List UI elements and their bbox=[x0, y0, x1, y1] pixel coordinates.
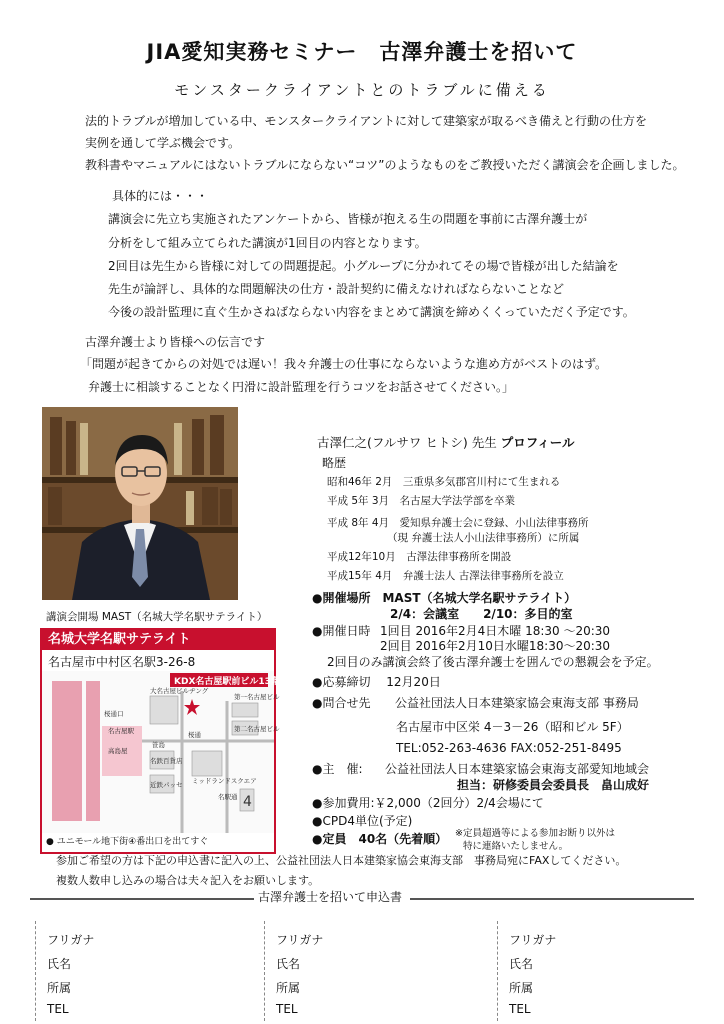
map-label: 第一名古屋ビル bbox=[234, 693, 280, 701]
message-line: 古澤弁護士より皆様への伝言です bbox=[85, 335, 266, 349]
intro-line: 実例を通して学ぶ機会です。 bbox=[85, 136, 241, 150]
cpd: ●CPD4単位(予定) bbox=[312, 814, 413, 828]
apply-note: 参加ご希望の方は下記の申込書に記入の上、公益社団法人日本建築家協会東海支部 事務局宛にFAXしてください。 bbox=[56, 854, 627, 867]
lawyer-portrait-photo bbox=[42, 407, 238, 600]
form-field-affiliation[interactable]: 所属 bbox=[276, 981, 301, 995]
map-building-label: KDX名古屋駅前ビル13階 bbox=[174, 677, 280, 687]
venue-label: ●開催場所 MAST（名城大学名駅サテライト） bbox=[312, 591, 577, 605]
rail-lines bbox=[52, 681, 100, 821]
page-subtitle: モンスタークライアントとのトラブルに備える bbox=[174, 81, 550, 99]
profile-item: 平成 5年 3月 名古屋大学法学部を卒業 bbox=[327, 495, 516, 507]
detail-line: 分析をして組み立てられた講演が1回目の内容となります。 bbox=[108, 236, 427, 250]
contact-org: 公益社団法人日本建築家協会東海支部 事務局 bbox=[395, 696, 639, 710]
contact-label: ●問合せ先 bbox=[312, 696, 371, 710]
form-divider-left bbox=[30, 898, 254, 900]
map-label: 高島屋 bbox=[108, 747, 128, 755]
form-field-furigana[interactable]: フリガナ bbox=[509, 933, 557, 947]
profile-item: 平成12年10月 古澤法律事務所を開設 bbox=[327, 551, 512, 563]
capacity-note: ※定員超過等による参加お断り以外は bbox=[455, 828, 615, 839]
form-field-affiliation[interactable]: 所属 bbox=[47, 981, 72, 995]
date-first: 1回目 2016年2月4日木曜 18:30 ～20:30 bbox=[380, 624, 611, 638]
form-column-border bbox=[497, 921, 498, 1021]
form-field-affiliation[interactable]: 所属 bbox=[509, 981, 534, 995]
profile-item: 昭和46年 2月 三重県多気郡宮川村にて生まれる bbox=[327, 476, 561, 488]
form-column-border bbox=[264, 921, 265, 1021]
form-field-name[interactable]: 氏名 bbox=[276, 957, 301, 971]
profile-heading: プロフィール bbox=[500, 435, 575, 450]
intro-line: 教科書やマニュアルにはないトラブルにならない“コツ”のようなものをご教授いただく講演会を企画しました。 bbox=[85, 158, 685, 172]
host-person: 担当：研修委員会委員長 畠山成好 bbox=[457, 778, 650, 792]
map-header: 名城大学名駅サテライト bbox=[42, 630, 274, 650]
contact-tel-fax: TEL:052-263-4636 FAX:052-251-8495 bbox=[396, 741, 622, 755]
form-field-furigana[interactable]: フリガナ bbox=[47, 933, 95, 947]
form-divider-right bbox=[410, 898, 694, 900]
venue-rooms: 2/4：会議室 2/10：多目的室 bbox=[390, 607, 573, 621]
form-field-tel[interactable]: TEL bbox=[47, 1002, 69, 1016]
host-org: 公益社団法人日本建築家協会東海支部愛知地域会 bbox=[385, 762, 650, 776]
message-line: 弁護士に相談することなく円滑に設計監理を行うコツをお話させてください。」 bbox=[88, 380, 515, 394]
form-field-name[interactable]: 氏名 bbox=[47, 957, 72, 971]
date-label: ●開催日時 bbox=[312, 624, 371, 638]
detail-line: 講演会に先立ち実施されたアンケートから、皆様が抱える生の問題を事前に古澤弁護士が bbox=[108, 212, 588, 226]
profile-item: （現 弁護士法人小山法律事務所）に所属 bbox=[387, 532, 580, 544]
map-label: 第二名古屋ビル bbox=[234, 725, 280, 733]
profile-item: 平成 8年 4月 愛知県弁護士会に登録、小山法律事務所 bbox=[327, 517, 589, 529]
detail-line: 今後の設計監理に直ぐ生かさねばならない内容をまとめて講演を締めくくっていただく予定です。 bbox=[108, 305, 635, 319]
detail-line: 具体的には・・・ bbox=[112, 189, 209, 203]
map-label: 桜通 bbox=[188, 731, 201, 739]
message-line: 「問題が起きてからの対処では遅い！我々弁護士の仕事にならないような進め方がベストのはず。 bbox=[80, 357, 608, 371]
map-label: 桜通口 bbox=[104, 710, 124, 718]
detail-line: 先生が論評し、具体的な問題解決の仕方・設計契約に備えなければならないことなど bbox=[108, 282, 565, 296]
venue-caption: 講演会開場 MAST（名城大学名駅サテライト） bbox=[46, 611, 268, 623]
capacity-note: 特に連絡いたしません。 bbox=[463, 841, 569, 852]
contact-address: 名古屋市中区栄 4－3－26（昭和ビル 5F） bbox=[396, 720, 629, 734]
map-label: 近鉄パッセ bbox=[150, 781, 183, 789]
form-field-furigana[interactable]: フリガナ bbox=[276, 933, 324, 947]
map-label: ミッドランドスクエア bbox=[192, 777, 257, 785]
map-label: 笹島 bbox=[152, 741, 165, 749]
map-footer: ● ユニモール地下街④番出口を出てすぐ bbox=[46, 837, 209, 847]
form-column-border bbox=[35, 921, 36, 1021]
map-drawing bbox=[42, 671, 280, 833]
profile-name: 古澤仁之(フルサワ ヒトシ) 先生 プロフィール bbox=[317, 435, 575, 450]
capacity: ●定員 40名（先着順） bbox=[312, 832, 448, 846]
apply-note: 複数人数申し込みの場合は夫々記入をお願いします。 bbox=[56, 874, 320, 887]
map-label: 名駅通 bbox=[218, 793, 238, 801]
map-label: 名古屋駅 bbox=[108, 727, 134, 735]
map-address: 名古屋市中村区名駅3-26-8 bbox=[48, 655, 196, 669]
page-title: JIA愛知実務セミナー 古澤弁護士を招いて bbox=[146, 40, 578, 64]
deadline: ●応募締切 12月20日 bbox=[312, 675, 441, 689]
date-second: 2回目 2016年2月10日水曜18:30～20:30 bbox=[380, 639, 611, 653]
form-field-tel[interactable]: TEL bbox=[509, 1002, 531, 1016]
venue-map bbox=[40, 628, 280, 854]
map-label: 名鉄百貨店 bbox=[150, 757, 183, 765]
party-note: 2回目のみ講演会終了後古澤弁護士を囲んでの懇親会を予定。 bbox=[327, 655, 659, 669]
profile-item: 平成15年 4月 弁護士法人 古澤法律事務所を設立 bbox=[327, 570, 564, 582]
form-field-name[interactable]: 氏名 bbox=[509, 957, 534, 971]
form-title: 古澤弁護士を招いて申込書 bbox=[258, 890, 403, 904]
fee: ●参加費用:￥2,000（2回分）2/4会場にて bbox=[312, 796, 544, 810]
host-label: ●主 催: bbox=[312, 762, 363, 776]
form-field-tel[interactable]: TEL bbox=[276, 1002, 298, 1016]
detail-line: 2回目は先生から皆様に対しての問題提起。小グループに分かれてその場で皆様が出した結論を bbox=[108, 259, 619, 273]
map-label: 4 bbox=[243, 794, 252, 810]
profile-history-label: 略歴 bbox=[322, 456, 347, 470]
map-label: 大名古屋ビルヂング bbox=[150, 687, 209, 695]
intro-line: 法的トラブルが増加している中、モンスタークライアントに対して建築家が取るべき備えと行動の仕方を bbox=[85, 114, 647, 128]
